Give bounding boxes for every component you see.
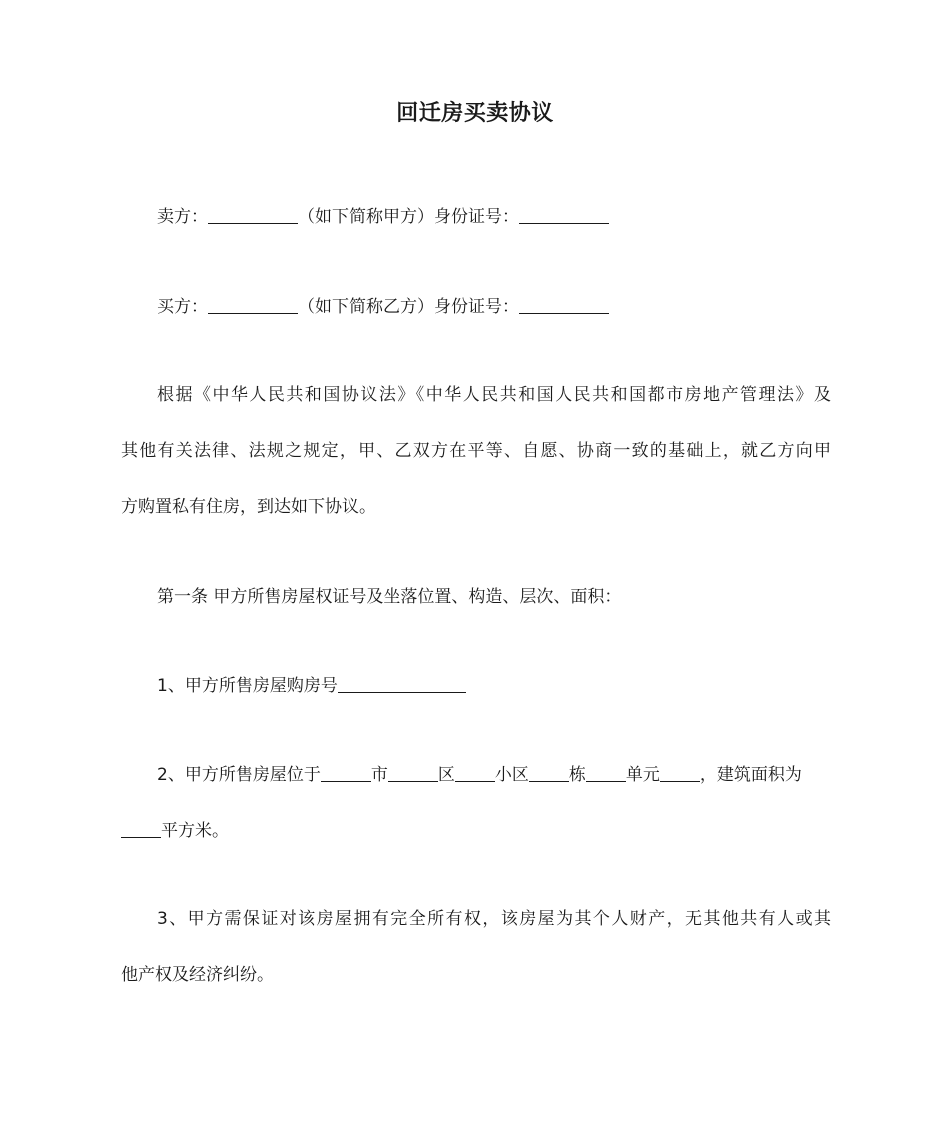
item-3-line-1: 3、甲方需保证对该房屋拥有完全所有权，该房屋为其个人财产，无其他共有人或其: [157, 909, 831, 929]
buyer-line: [157, 295, 831, 319]
buyer-name-blank: [208, 296, 298, 314]
seller-note: （如下简称甲方）身份证号：: [298, 207, 519, 227]
seller-line: [157, 205, 831, 229]
purchase-number-blank: [338, 675, 466, 693]
document-title: 回迁房买卖协议: [396, 101, 554, 126]
item-2-line-1: [157, 763, 831, 787]
area-blank: [121, 820, 161, 838]
item-2-text-1: 2、甲方所售房屋位于: [157, 765, 321, 785]
item-2-text-7: ，建筑面积为: [699, 765, 802, 785]
item-2-text-4: 小区: [494, 765, 529, 785]
intro-line-3: 方购置私有住房，到达如下协议。: [121, 497, 376, 517]
item-2-text-2: 市: [370, 765, 388, 785]
article-1-heading: 第一条 甲方所售房屋权证号及坐落位置、构造、层次、面积：: [157, 587, 622, 607]
item-3-line-2: 他产权及经济纠纷。: [121, 965, 274, 985]
item-2-text-8: 平方米。: [161, 821, 229, 841]
item-1-text: 1、甲方所售房屋购房号: [157, 676, 338, 696]
building-blank: [529, 764, 569, 782]
buyer-id-blank: [519, 296, 609, 314]
item-2-text-3: 区: [437, 765, 455, 785]
intro-line-2: 其他有关法律、法规之规定，甲、乙双方在平等、自愿、协商一致的基础上，就乙方向甲: [121, 441, 831, 461]
seller-id-blank: [519, 206, 609, 224]
item-1-line: [157, 674, 831, 698]
seller-label: 卖方：: [157, 207, 208, 227]
seller-name-blank: [208, 206, 298, 224]
district-blank: [388, 764, 438, 782]
item-2-text-6: 单元: [625, 765, 660, 785]
city-blank: [321, 764, 371, 782]
intro-line-1: 根据《中华人民共和国协议法》《中华人民共和国人民共和国都市房地产管理法》及: [157, 385, 831, 405]
unit-blank: [586, 764, 626, 782]
community-blank: [455, 764, 495, 782]
room-blank: [660, 764, 700, 782]
buyer-note: （如下简称乙方）身份证号：: [298, 297, 519, 317]
item-2-text-5: 栋: [568, 765, 586, 785]
item-2-line-2: [121, 819, 831, 843]
buyer-label: 买方：: [157, 297, 208, 317]
